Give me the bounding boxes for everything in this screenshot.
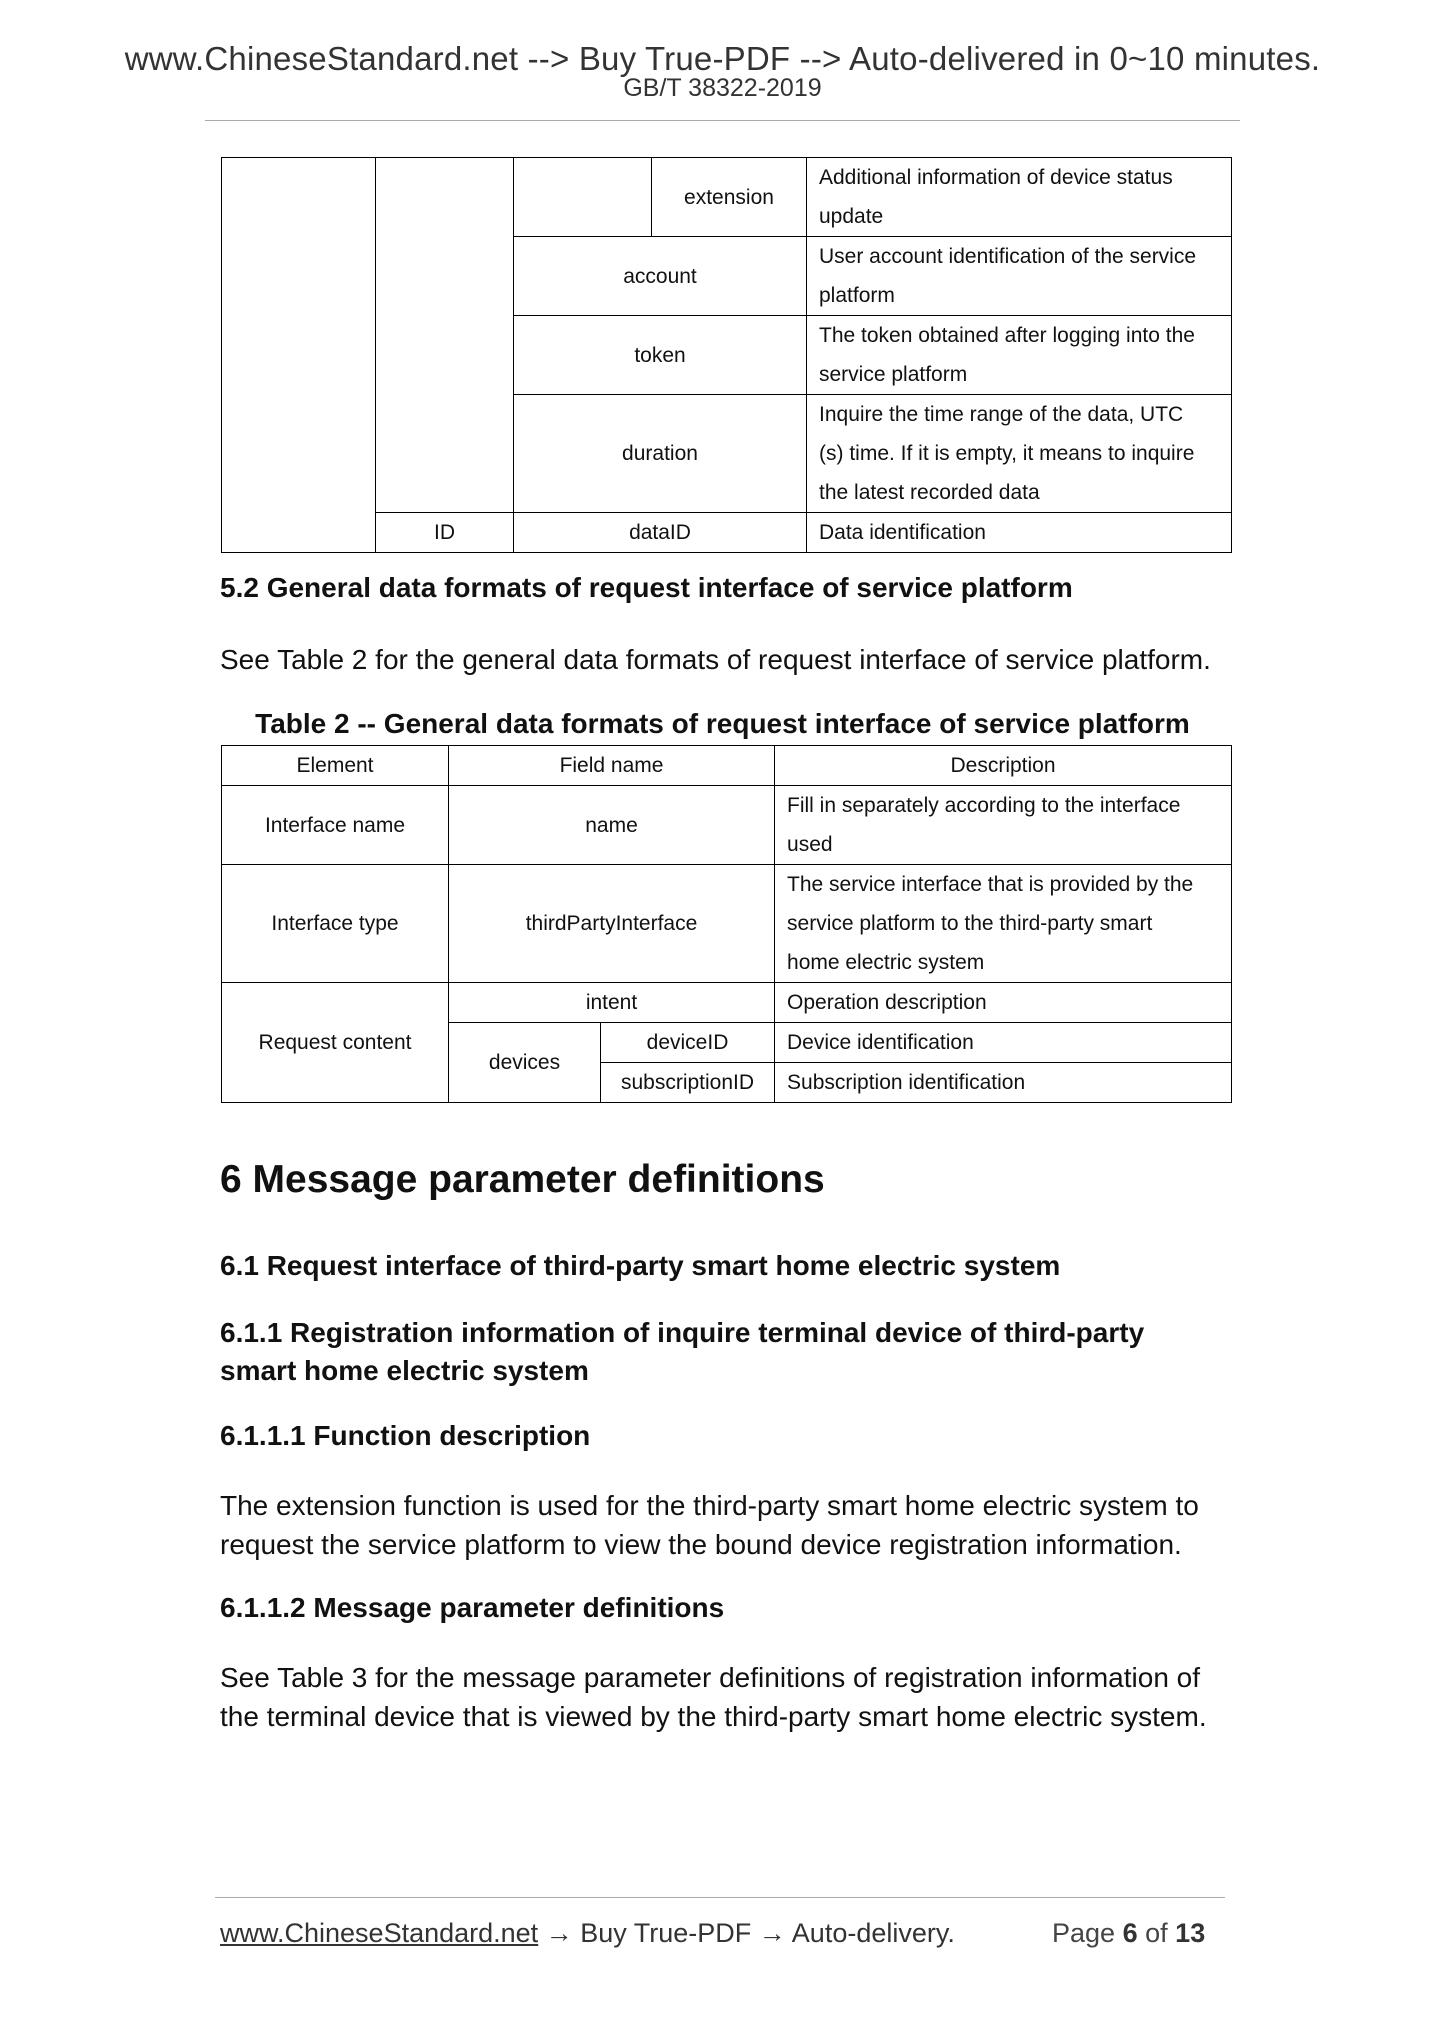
table-row (222, 865, 1232, 983)
table-header-field: Field name (449, 746, 775, 786)
description-line: The service interface that is provided by the (787, 873, 1194, 896)
table-cell-subfield: deviceID (601, 1023, 775, 1063)
text-line: the terminal device that is viewed by the third-party smart home electric system. (220, 1701, 1207, 1732)
page-of-label: of (1145, 1918, 1168, 1948)
section-6-1-1-1-text (220, 1486, 1232, 1564)
section-6-1-1-2-heading: 6.1.1.2 Message parameter definitions (220, 1592, 725, 1623)
footer-buy: Buy True-PDF (580, 1918, 752, 1948)
table-cell-description (807, 158, 1232, 237)
footer-text (220, 1918, 955, 1949)
footer-link[interactable]: www.ChineseStandard.net (220, 1918, 539, 1948)
section-6-1-heading: 6.1 Request interface of third-party smart home electric system (220, 1250, 1061, 1281)
table-cell-element: Request content (222, 983, 449, 1103)
table-cell-blank (514, 158, 652, 237)
table-cell-field: name (449, 786, 775, 865)
table-cell-field: extension (652, 158, 807, 237)
table-cell-field: duration (514, 395, 807, 513)
section-6-1-1-2-text (220, 1658, 1232, 1736)
table-cell-field: devices (449, 1023, 601, 1103)
table-cell-key: ID (376, 513, 514, 553)
heading-line: 6.1.1 Registration information of inquire terminal device of third-party (220, 1317, 1145, 1348)
table-cell-description: Device identification (775, 1023, 1232, 1063)
table-cell-description (807, 395, 1232, 513)
header-divider (205, 120, 1240, 121)
description-line: update (819, 205, 884, 228)
description-line: the latest recorded data (819, 481, 1040, 504)
text-line: The extension function is used for the third-party smart home electric system to (220, 1490, 1199, 1521)
table-cell-description: Subscription identification (775, 1063, 1232, 1103)
description-line: home electric system (787, 951, 985, 974)
table-cell-description (807, 237, 1232, 316)
section-6-heading: 6 Message parameter definitions (220, 1158, 825, 1201)
page-total: 13 (1175, 1918, 1206, 1948)
description-line: service platform to the third-party smart (787, 912, 1153, 935)
table-cell-field: intent (449, 983, 775, 1023)
footer-auto-delivery: Auto-delivery. (791, 1918, 955, 1948)
footer-divider (215, 1897, 1225, 1898)
table-cell-field: thirdPartyInterface (449, 865, 775, 983)
table-cell-field: token (514, 316, 807, 395)
description-line: platform (819, 284, 895, 307)
description-line: User account identification of the service (819, 245, 1197, 268)
table-cell-description (807, 316, 1232, 395)
arrow-icon: → (758, 1918, 786, 1948)
table-header-row (222, 746, 1232, 786)
section-5-2-text: See Table 2 for the general data formats of request interface of service platform. (220, 644, 1211, 675)
table-row (222, 786, 1232, 865)
description-line: Inquire the time range of the data, UTC (819, 403, 1184, 426)
text-line: See Table 3 for the message parameter definitions of registration information of (220, 1662, 1201, 1693)
section-5-2-heading: 5.2 General data formats of request interface of service platform (220, 572, 1073, 603)
description-line: Additional information of device status (819, 166, 1173, 189)
text-line: request the service platform to view the bound device registration information. (220, 1529, 1182, 1560)
table-cell-field: account (514, 237, 807, 316)
arrow-icon: → (545, 1918, 573, 1948)
description-line: Fill in separately according to the interface (787, 794, 1181, 817)
description-line: used (787, 833, 833, 856)
description-line: (s) time. If it is empty, it means to inquire (819, 442, 1195, 465)
page-indicator (1052, 1918, 1205, 1949)
table-header-element: Element (222, 746, 449, 786)
description-line: service platform (819, 363, 968, 386)
table-header-description: Description (775, 746, 1232, 786)
table-cell-description (775, 786, 1232, 865)
table-cell-description (775, 865, 1232, 983)
table2 (221, 745, 1232, 1103)
table-cell-description: Data identification (807, 513, 1232, 553)
page-label: Page (1052, 1918, 1116, 1948)
section-6-1-1-heading (220, 1314, 1232, 1390)
table-cell-blank (222, 158, 376, 553)
document-number: GB/T 38322-2019 (623, 74, 822, 102)
heading-line: smart home electric system (220, 1355, 589, 1386)
table-cell-blank (376, 158, 514, 513)
table-cell-element: Interface type (222, 865, 449, 983)
table-cell-element: Interface name (222, 786, 449, 865)
table-row (222, 158, 1232, 237)
header-banner: www.ChineseStandard.net --> Buy True-PDF --> Auto-delivered in 0~10 minutes. (124, 40, 1321, 77)
table-row (222, 983, 1232, 1023)
table-cell-field: dataID (514, 513, 807, 553)
table-cell-subfield: subscriptionID (601, 1063, 775, 1103)
table2-caption: Table 2 -- General data formats of request interface of service platform (255, 708, 1190, 739)
section-6-1-1-1-heading: 6.1.1.1 Function description (220, 1420, 591, 1451)
table1-continued (221, 157, 1232, 553)
page-number: 6 (1122, 1918, 1138, 1948)
description-line: The token obtained after logging into the (819, 324, 1195, 347)
table-cell-description: Operation description (775, 983, 1232, 1023)
